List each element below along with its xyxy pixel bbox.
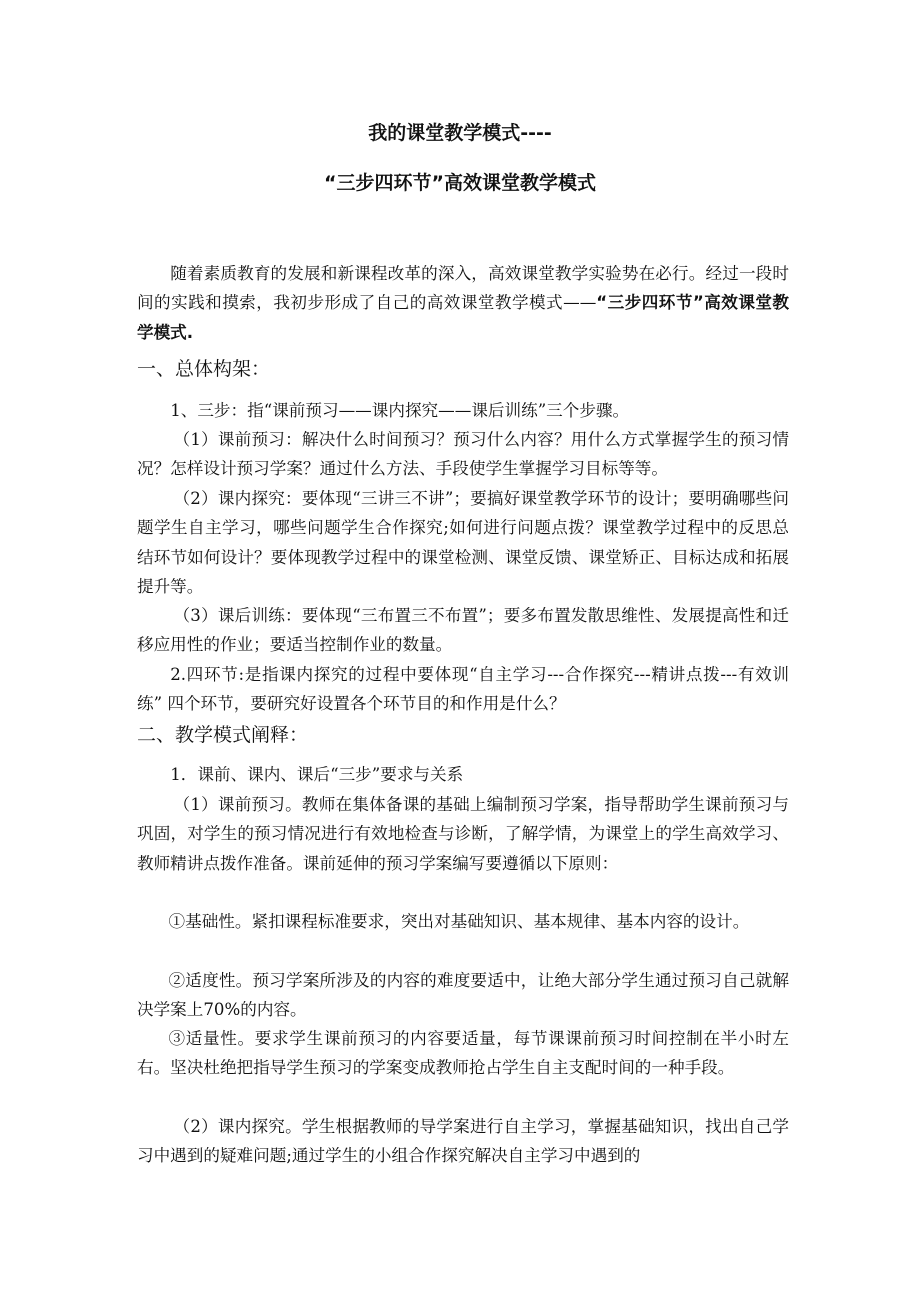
doc-title-line1: 我的课堂教学模式---- — [368, 122, 552, 144]
intro-paragraph — [137, 259, 789, 347]
section1-item2: 2.四环节:是指课内探究的过程中要体现“自主学习---合作探究---精讲点拨---有效训练” 四个环节，要研究好设置各个环节目的和作用是什么？ — [137, 665, 789, 714]
section2-sub1: （1）课前预习。教师在集体备课的基础上编制预习学案，指导帮助学生课前预习与巩固，对学生的预习情况进行有效地检查与诊断，了解学情，为课堂上的学生高效学习、教师精讲点拨作准备。课前延伸的预习学案编写要遵循以下原则： — [137, 795, 789, 873]
doc-title-line2: “三步四环节”高效课堂教学模式 — [324, 172, 596, 194]
section2-item1: 1．课前、课内、课后“三步”要求与关系 — [170, 765, 464, 784]
section2-sub2: （2）课内探究。学生根据教师的导学案进行自主学习，掌握基础知识，找出自己学习中遇到的疑难问题;通过学生的小组合作探究解决自主学习中遇到的 — [137, 1117, 789, 1166]
section2-point3: ③适量性。要求学生课前预习的内容要适量，每节课课前预习时间控制在半小时左右。坚决杜绝把指导学生预习的学案变成教师抢占学生自主支配时间的一种手段。 — [137, 1029, 789, 1078]
section2-point1: ①基础性。紧扣课程标准要求，突出对基础知识、基本规律、基本内容的设计。 — [168, 912, 750, 931]
section1-item1: 1、三步：指“课前预习——课内探究——课后训练”三个步骤。 — [170, 401, 630, 420]
section1-heading: 一、总体构架： — [137, 358, 271, 380]
intro-text: 随着素质教育的发展和新课程改革的深入，高效课堂教学实验势在必行。经过一段时间的实践和摸索，我初步形成了自己的高效课堂教学模式—— — [137, 264, 789, 313]
section1-sub3: （3）课后训练：要体现“三布置三不布置”；要多布置发散思维性、发展提高性和迁移应用性的作业；要适当控制作业的数量。 — [137, 606, 789, 655]
section2-heading: 二、教学模式阐释： — [137, 724, 309, 746]
section1-sub1: （1）课前预习：解决什么时间预习？预习什么内容？用什么方式掌握学生的预习情况？怎样设计预习学案？通过什么方法、手段使学生掌握学习目标等等。 — [137, 430, 789, 479]
section2-point2: ②适度性。预习学案所涉及的内容的难度要适中，让绝大部分学生通过预习自己就解决学案上70%的内容。 — [137, 971, 789, 1020]
intro-emphasis: “三步四环节”高效课堂教学模式. — [137, 293, 790, 342]
section1-sub2: （2）课内探究：要体现“三讲三不讲”；要搞好课堂教学环节的设计；要明确哪些问题学生自主学习，哪些问题学生合作探究;如何进行问题点拨？课堂教学过程中的反思总结环节如何设计？要体现教学过程中的课堂检测、课堂反馈、课堂矫正、目标达成和拓展提升等。 — [137, 489, 789, 596]
